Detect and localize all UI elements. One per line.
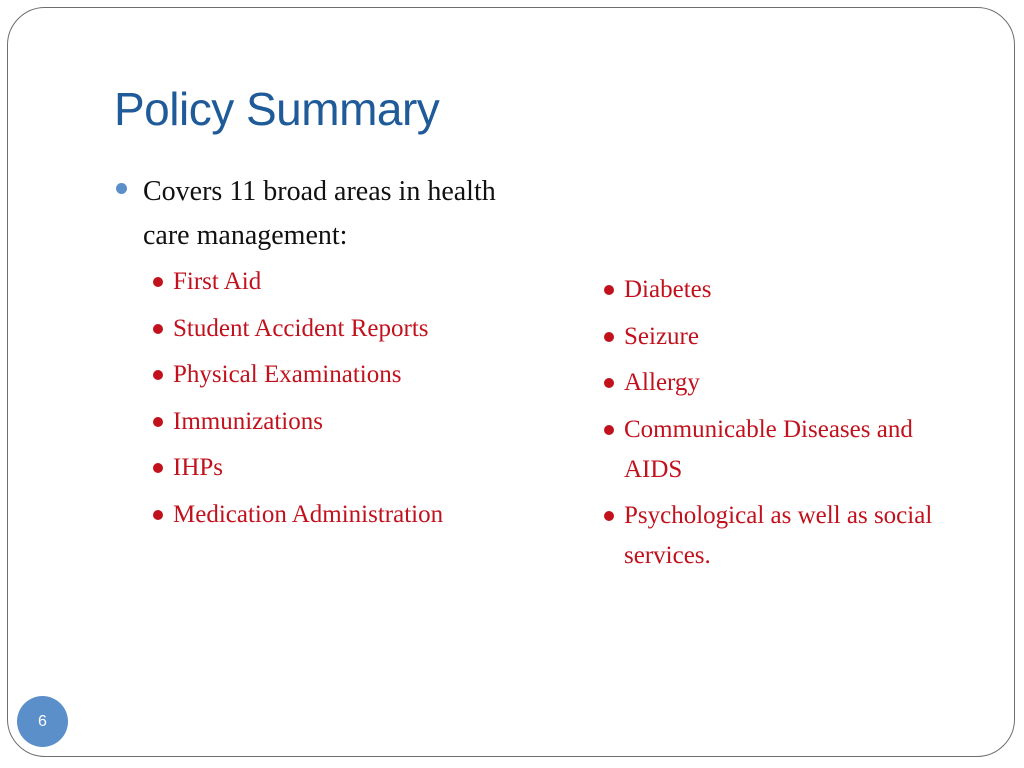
list-item-label: Physical Examinations <box>173 361 402 389</box>
list-item <box>602 317 942 357</box>
list-item <box>151 495 531 535</box>
list-item-label: First Aid <box>173 268 262 295</box>
bullet-dot-icon <box>153 324 163 334</box>
list-item-label: Communicable Diseases and AIDS <box>624 415 913 483</box>
list-item-label: Diabetes <box>624 276 712 303</box>
bullet-dot-icon <box>604 511 614 521</box>
list-item-label: Seizure <box>624 322 699 350</box>
list-item <box>151 309 531 349</box>
list-item <box>602 410 942 490</box>
main-bullet <box>116 170 536 258</box>
bullet-dot-icon <box>604 378 614 388</box>
list-item <box>602 496 942 576</box>
list-item-label: IHPs <box>173 454 224 482</box>
list-item-label: Immunizations <box>173 407 323 435</box>
list-item-label: Student Accident Reports <box>173 314 429 342</box>
page-number: 6 <box>38 712 47 730</box>
list-item-label: Allergy <box>624 369 700 397</box>
list-item <box>151 355 531 395</box>
slide-title: Policy Summary <box>114 83 440 135</box>
bullet-dot-icon <box>153 277 163 287</box>
list-item <box>151 402 531 442</box>
list-item <box>602 270 942 310</box>
bullet-dot-icon <box>116 183 127 194</box>
left-sub-list <box>151 262 531 542</box>
right-sub-list <box>602 270 942 583</box>
list-item <box>151 262 531 302</box>
bullet-dot-icon <box>153 510 163 520</box>
bullet-dot-icon <box>153 370 163 380</box>
list-item <box>151 448 531 488</box>
main-bullet-text: Covers 11 broad areas in health care management: <box>143 176 496 251</box>
list-item-label: Medication Administration <box>173 500 444 528</box>
bullet-dot-icon <box>604 425 614 435</box>
list-item-label: Psychological as well as social services. <box>624 502 933 570</box>
list-item <box>602 363 942 403</box>
bullet-dot-icon <box>604 285 614 295</box>
bullet-dot-icon <box>153 463 163 473</box>
bullet-dot-icon <box>153 417 163 427</box>
bullet-dot-icon <box>604 332 614 342</box>
page-number-badge <box>17 696 68 747</box>
